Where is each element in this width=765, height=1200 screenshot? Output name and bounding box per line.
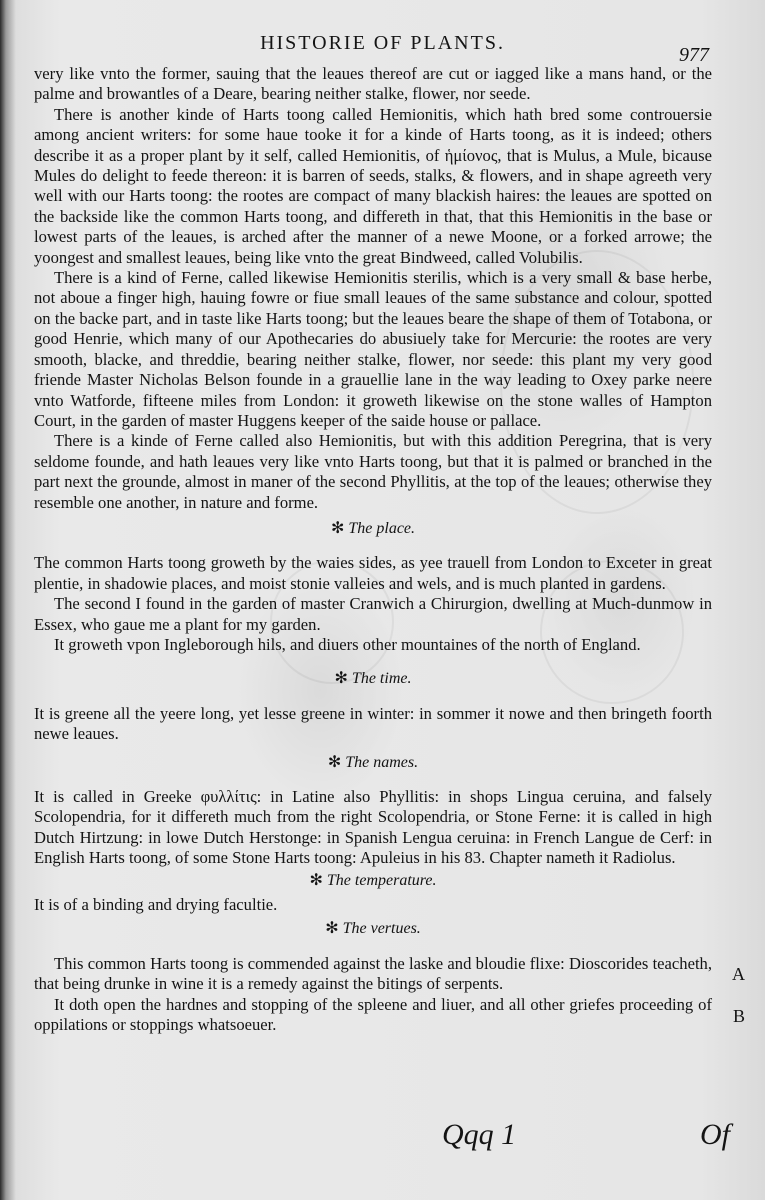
running-head: HISTORIE OF PLANTS.: [260, 32, 505, 54]
paragraph: The common Harts toong groweth by the waies sides, as yee trauell from London to Exceter in great plentie, in shadowie places, and moist stonie valleies and wels, and is much planted in gardens.: [34, 553, 712, 593]
asterism-icon: ✻: [330, 519, 345, 537]
paragraph: The second I found in the garden of master Cranwich a Chirurgion, dwelling at Much-dunmow in Essex, who gaue me a plant for my garden.: [34, 594, 712, 634]
paragraph: This common Harts toong is commended against the laske and bloudie flixe: Dioscorides teacheth, that being drunke in wine it is a remedy against the bitings of serpents.: [34, 953, 712, 994]
section-heading-vertues: [34, 919, 712, 939]
paragraph: There is a kind of Ferne, called likewise Hemionitis sterilis, which is a very small & base herbe, not aboue a finger high, hauing fowre or fiue small leaues of the same substance and colour, spotted on the backe part, and in taste like Harts toong; but the leaues beare the shape of them of Totabona, or good Henrie, which many of our Apothecaries do abusiuely take for Mercurie: the rootes are very smooth, blacke, and threddie, bearing neither stalke, flower, nor seede: this plant my very good friende Master Nicholas Belson founde in a grauellie lane in the way leading to Oxey parke neere vnto Watforde, fifteene miles from London: it groweth likewise on the stone walles of Hampton Court, in the garden of master Huggens keeper of the saide house or pallace.: [34, 268, 712, 430]
paragraph: There is another kinde of Harts toong called Hemionitis, which hath bred some controuersie among ancient writers: for some haue tooke it for a kinde of Harts toong, as it is indeed; others describe it as a proper plant by it self, called Hemionitis, of ἡμίονος, that is Mulus, a Mule, bicause Mules do delight to feede thereon: it is barren of seeds, stalks, & flowers, and in shape agreeth very well with our Harts toong: the rootes are compact of many blackish haires: the leaues are spotted on the backside like the common Harts toong, and differeth in that, that this Hemionitis in the base or lowest parts of the leaues, is arched after the manner of a newe Moone, or a forked arrowe; the yoongest and smallest leaues, being like vnto the great Bindweed, called Volubilis.: [34, 104, 712, 267]
section-heading-time: [34, 669, 712, 689]
heading-label: The vertues.: [342, 920, 421, 938]
paragraph: very like vnto the former, sauing that the leaues thereof are cut or iagged like a mans hand, or the palme and browantles of a Deare, bearing neither stalke, flower, nor seede.: [34, 64, 712, 104]
asterism-icon: ✻: [327, 753, 342, 771]
margin-letter-a: A: [732, 964, 745, 984]
heading-label: The place.: [348, 519, 416, 537]
paragraph: It is of a binding and drying facultie.: [34, 895, 278, 915]
catchword: Of: [700, 1118, 730, 1151]
page-footer: [0, 1118, 765, 1168]
asterism-icon: ✻: [309, 871, 323, 889]
heading-label: The time.: [351, 670, 412, 688]
section-heading-place: [34, 519, 712, 539]
paragraph: It doth open the hardnes and stopping of the spleene and liuer, and all other griefes proceeding of oppilations or stoppings whatsoeuer.: [34, 994, 712, 1035]
heading-label: The names.: [345, 753, 419, 771]
asterism-icon: ✻: [334, 670, 348, 688]
section-heading-temperature: [34, 871, 712, 891]
asterism-icon: ✻: [325, 920, 339, 938]
signature-mark: Qqq 1: [442, 1118, 517, 1151]
paragraph: It is greene all the yeere long, yet lesse greene in winter: in sommer it nowe and then bringeth foorth newe leaues.: [34, 703, 712, 744]
page-body: [34, 64, 712, 1035]
paragraph: It is called in Greeke φυλλίτις: in Latine also Phyllitis: in shops Lingua ceruina, and falsely Scolopendria, for it differeth much from the right Scolopendria, or Stone Ferne: it is called in high Dutch Hirtzung: in lowe Dutch Herstonge: in Spanish Lengua ceruina: in French Langue de Cerf: in English Harts toong, of some Stone Harts toong: Apuleius in his 83. Chapter nameth it Radiolus.: [34, 787, 712, 868]
paragraph: There is a kinde of Ferne called also Hemionitis, but with this addition Peregrina, that is very seldome founde, and hath leaues very like vnto Harts toong, but that it is palmed or branched in the part next the grounde, almost in maner of the second Phyllitis, at the top of the leaues; otherwise they resemble one another, in nature and forme.: [34, 431, 712, 512]
page-number: 977: [679, 44, 709, 66]
heading-label: The temperature.: [326, 871, 437, 889]
margin-letter-b: B: [732, 1006, 745, 1026]
section-heading-names: [34, 753, 712, 773]
paragraph: It groweth vpon Ingleborough hils, and diuers other mountaines of the north of England.: [54, 634, 641, 654]
